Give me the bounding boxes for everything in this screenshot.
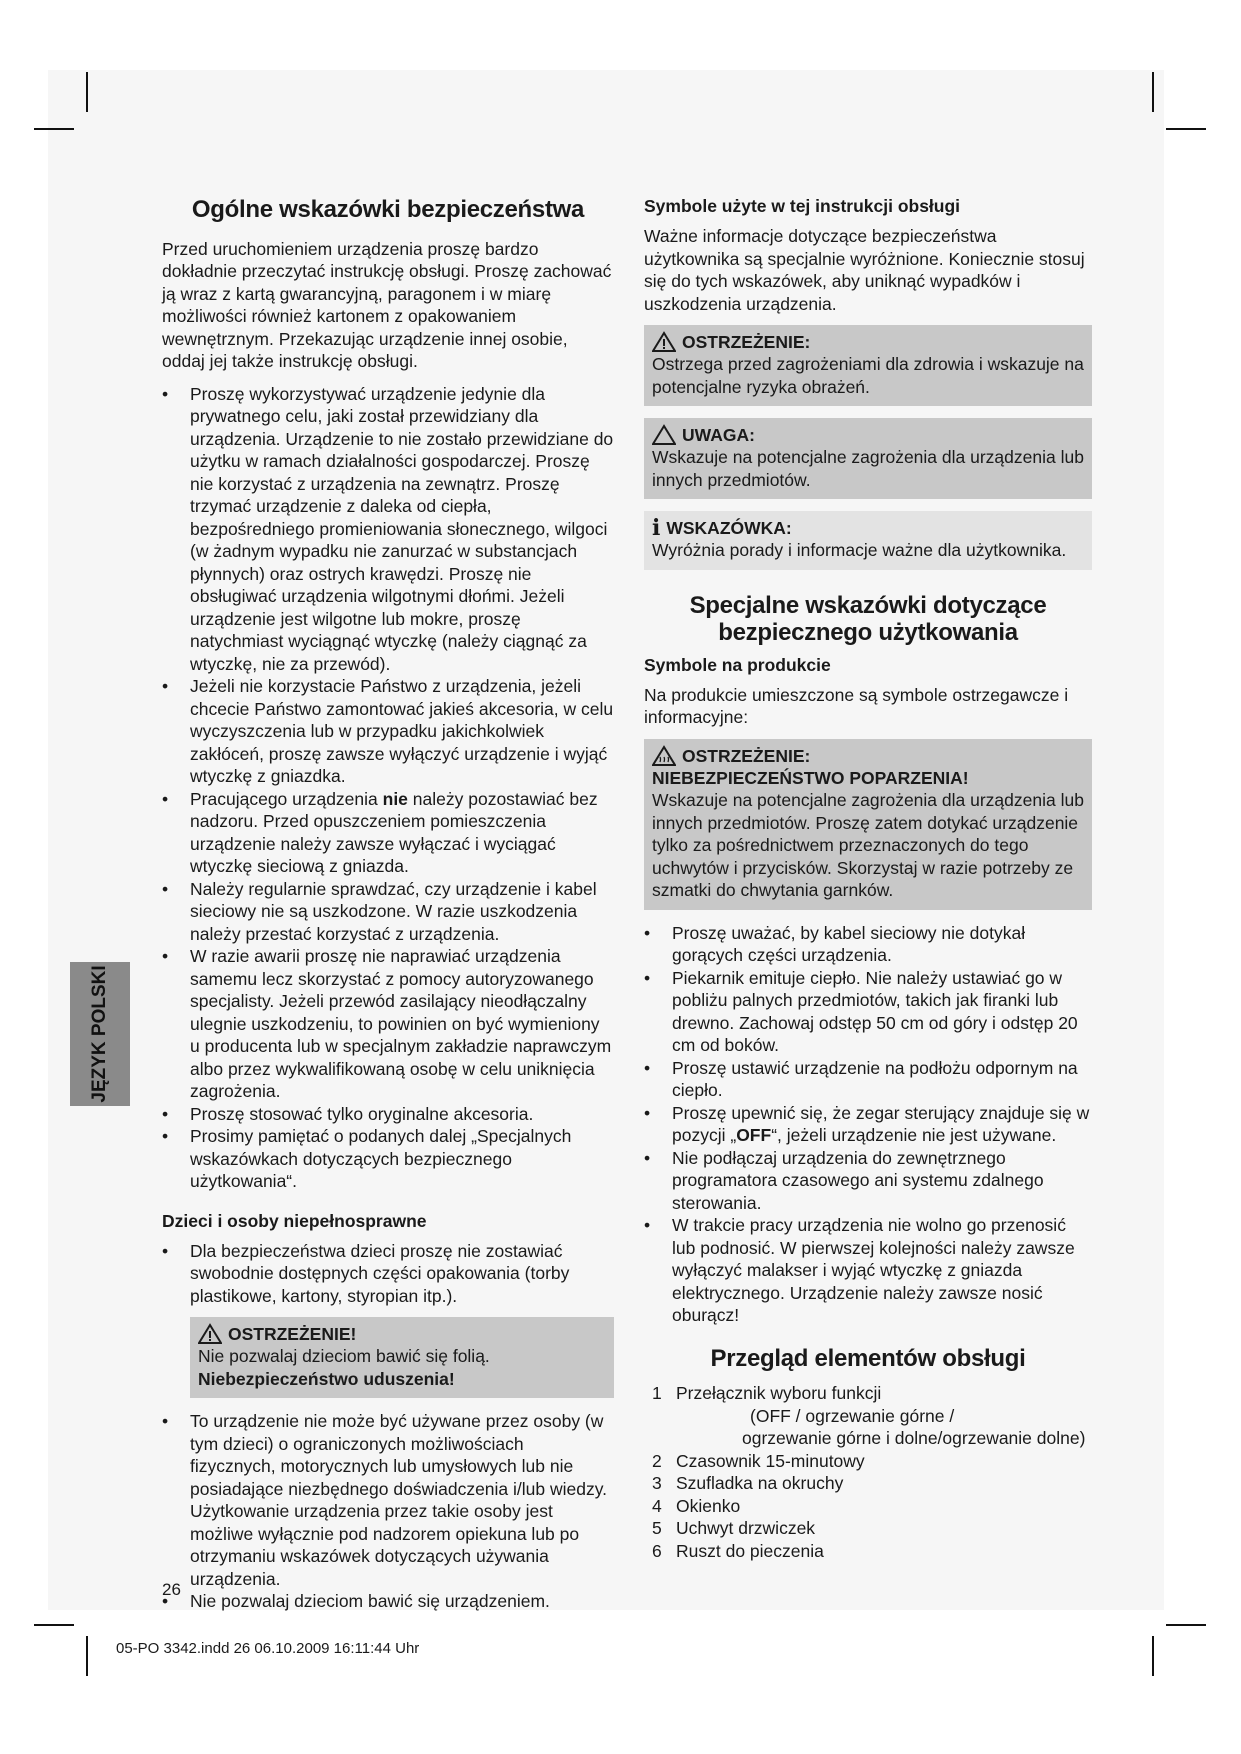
- warning-title-text: OSTRZEŻENIE!: [228, 1324, 357, 1345]
- bold-span: OFF: [736, 1125, 772, 1146]
- print-slug: 05-PO 3342.indd 26 06.10.2009 16:11:44 Uhr: [116, 1640, 420, 1657]
- list-item: • Dla bezpieczeństwa dzieci proszę nie zostawiać swobodnie dostępnych części opakowania (torby plastikowe, kartony, styropian itp.).: [162, 1240, 614, 1308]
- list-item: [652, 1382, 1092, 1405]
- language-tab-label: JĘZYK POLSKI: [89, 965, 110, 1103]
- text-span: należy pozostawiać bez nadzoru. Przed opuszczeniem pomieszczenia urządzenie należy zawsze wyłączać i wyciągać wtyczkę sieciową z gniazda.: [190, 788, 598, 877]
- controls-overview-list: [644, 1382, 1092, 1562]
- crop-mark: [86, 1636, 88, 1676]
- item-number: 5: [652, 1518, 662, 1539]
- special-title-line-2: bezpiecznego użytkowania: [718, 619, 1018, 647]
- list-item: • Należy regularnie sprawdzać, czy urządzenie i kabel sieciowy nie są uszkodzone. W razie uszkodzenia należy przestać korzystać z urządzenia.: [162, 878, 614, 946]
- crop-mark: [1166, 128, 1206, 130]
- right-column: [644, 196, 1092, 1562]
- left-column: [162, 196, 614, 1613]
- list-item: • Nie podłączaj urządzenia do zewnętrznego programatora czasowego ani systemu zdalnego sterowania.: [644, 1147, 1092, 1215]
- item-number: 2: [652, 1450, 662, 1471]
- text-span: “, jeżeli urządzenie nie jest używane.: [771, 1125, 1057, 1146]
- bold-span: nie: [382, 788, 408, 809]
- hot-surface-warning-icon: [652, 745, 676, 767]
- item-label: Szufladka na okruchy: [676, 1473, 844, 1494]
- caution-symbol-title: [652, 424, 1084, 446]
- info-icon: i: [652, 515, 661, 541]
- warning-box-children: [190, 1317, 614, 1398]
- product-symbols-heading: Symbole na produkcie: [644, 654, 831, 675]
- crop-mark: [1152, 1636, 1154, 1676]
- item-label: Okienko: [676, 1495, 741, 1516]
- text-span: Pracującego urządzenia: [190, 788, 383, 809]
- caution-triangle-icon: [652, 424, 676, 446]
- warning-symbol-title-text: OSTRZEŻENIE:: [682, 332, 811, 352]
- product-symbols-intro: Na produkcie umieszczone są symbole ostrzegawcze i informacyjne:: [644, 684, 1069, 728]
- warning-box-title: [198, 1323, 606, 1345]
- general-safety-title: Ogólne wskazówki bezpieczeństwa: [191, 196, 585, 223]
- item-number: 3: [652, 1473, 662, 1494]
- item-number: 6: [652, 1540, 662, 1561]
- general-safety-list: [162, 383, 614, 1193]
- burn-warning-box: [644, 739, 1092, 910]
- list-item: • Piekarnik emituje ciepło. Nie należy ustawiać go w pobliżu palnych przedmiotów, takich jak firanki lub drewno. Zachowaj odstęp 50 cm od góry i odstęp 20 cm od boków.: [644, 967, 1092, 1057]
- caution-symbol-title-text: UWAGA:: [682, 425, 755, 445]
- children-list-2: [162, 1410, 614, 1613]
- list-item: • Proszę stosować tylko oryginalne akcesoria.: [162, 1103, 614, 1126]
- note-symbol-box: [644, 511, 1092, 570]
- item-label: Czasownik 15-minutowy: [676, 1450, 865, 1471]
- list-item: • Proszę ustawić urządzenie na podłożu odpornym na ciepło.: [644, 1057, 1092, 1102]
- list-item: • Jeżeli nie korzystacie Państwo z urządzenia, jeżeli chcecie Państwo zamontować jakieś akcesoria, w celu wyczyszczenia lub w przypadku jakichkolwiek zakłóceń, proszę zawsze wyłączyć urządzenie i wyjąć wtyczkę z gniazdka.: [162, 675, 614, 788]
- item-label: Przełącznik wyboru funkcji: [676, 1383, 882, 1404]
- note-symbol-text: Wyróżnia porady i informacje ważne dla użytkownika.: [652, 540, 1067, 560]
- caution-symbol-box: [644, 418, 1092, 499]
- children-list: [162, 1240, 614, 1308]
- list-item: [652, 1495, 1092, 1518]
- special-title-line-1: Specjalne wskazówki dotyczące: [689, 591, 1047, 619]
- list-item: [162, 788, 614, 878]
- caution-symbol-text: Wskazuje na potencjalne zagrożenia dla urządzenia lub innych przedmiotów.: [652, 447, 1084, 490]
- crop-mark: [1166, 1624, 1206, 1626]
- list-item: • Prosimy pamiętać o podanych dalej „Specjalnych wskazówkach dotyczących bezpiecznego użytkowania“.: [162, 1125, 614, 1193]
- list-item: [652, 1472, 1092, 1495]
- item-sub-line: (OFF / ogrzewanie górne /: [750, 1405, 955, 1426]
- note-symbol-title: [652, 517, 1084, 539]
- special-safety-list: [644, 922, 1092, 1327]
- item-label: Ruszt do pieczenia: [676, 1540, 824, 1561]
- burn-warning-title-text: OSTRZEŻENIE:: [682, 745, 811, 766]
- children-heading: Dzieci i osoby niepełnosprawne: [162, 1210, 427, 1231]
- crop-mark: [1152, 72, 1154, 112]
- warning-bold-text: Niebezpieczeństwo uduszenia!: [198, 1368, 455, 1389]
- list-item: • W trakcie pracy urządzenia nie wolno go przenosić lub podnosić. W pierwszej kolejności należy zawsze wyłączyć malakser i wyjąć wtyczkę z gniazda elektrycznego. Urządzenie należy zawsze nosić oburącz!: [644, 1214, 1092, 1327]
- note-symbol-title-text: WSKAZÓWKA:: [666, 518, 792, 538]
- general-safety-intro: Przed uruchomieniem urządzenia proszę bardzo dokładnie przeczytać instrukcję obsługi. Proszę zachować ją wraz z kartą gwarancyjną, paragonem i w miarę możliwości również kartonem z opakowaniem wewnętrznym. Przekazując urządzenie innej osobie, oddaj jej także instrukcję obsługi.: [162, 238, 612, 372]
- controls-overview-title: Przegląd elementów obsługi: [710, 1344, 1026, 1372]
- warning-symbol-box: [644, 325, 1092, 406]
- warning-triangle-icon: [198, 1323, 222, 1345]
- language-tab: [70, 962, 130, 1106]
- item-sub-line: ogrzewanie górne i dolne/ogrzewanie dolne): [742, 1428, 1086, 1449]
- list-item: • Proszę wykorzystywać urządzenie jedynie dla prywatnego celu, jaki został przewidziany dla urządzenia. Urządzenie to nie zostało przewidziane do użytku w ramach działalności gospodarczej. Proszę nie korzystać z urządzenia na zewnątrz. Proszę trzymać urządzenie z daleka od ciepła, bezpośredniego promieniowania słonecznego, wilgoci (w żadnym wypadku nie zanurzać w substancjach płynnych) oraz ostrych krawędzi. Proszę nie obsługiwać urządzenia wilgotnymi dłońmi. Jeżeli urządzenie jest wilgotne lub mokre, proszę natychmiast wyciągnąć wtyczkę (należy ciągnąć za wtyczkę, nie za przewód).: [162, 383, 614, 676]
- list-item: [644, 1102, 1092, 1147]
- item-number: 1: [652, 1383, 662, 1404]
- item-label: Uchwyt drzwiczek: [676, 1518, 816, 1539]
- list-item: • Proszę uważać, by kabel sieciowy nie dotykał gorących części urządzenia.: [644, 922, 1092, 967]
- page-number: 26: [162, 1580, 181, 1599]
- list-item: • To urządzenie nie może być używane przez osoby (w tym dzieci) o ograniczonych możliwościach fizycznych, motorycznych lub umysłowych lub nie posiadające niezbędnego doświadczenia i/lub wiedzy. Użytkowanie urządzenia przez takie osoby jest możliwe wyłącznie pod nadzorem opiekuna lub po otrzymaniu wskazówek dotyczących używania urządzenia.: [162, 1410, 614, 1590]
- special-safety-title: [644, 592, 1092, 647]
- symbols-intro: Ważne informacje dotyczące bezpieczeństwa użytkownika są specjalnie wyróżnione. Koniecznie stosuj się do tych wskazówek, aby uniknąć wypadków i uszkodzenia urządzenia.: [644, 226, 1085, 314]
- warning-triangle-icon: [652, 331, 676, 353]
- warning-text: Nie pozwalaj dzieciom bawić się folią.: [198, 1346, 490, 1367]
- warning-symbol-text: Ostrzega przed zagrożeniami dla zdrowia i wskazuje na potencjalne ryzyka obrażeń.: [652, 354, 1084, 397]
- text-span: Proszę upewnić się, że zegar sterujący znajduje się w pozycji „: [672, 1102, 1090, 1146]
- symbols-heading: Symbole użyte w tej instrukcji obsługi: [644, 196, 961, 216]
- crop-mark: [86, 72, 88, 112]
- list-item: [652, 1450, 1092, 1473]
- list-item: [652, 1540, 1092, 1563]
- list-item: [652, 1517, 1092, 1540]
- crop-mark: [34, 1624, 74, 1626]
- list-item: • W razie awarii proszę nie naprawiać urządzenia samemu lecz skorzystać z pomocy autoryzowanego specjalisty. Jeżeli przewód zasilający nieodłączalny ulegnie uszkodzeniu, to powinien on być wymieniony u producenta lub w specjalnym zakładzie naprawczym albo przez wykwalifikowaną osobę w celu uniknięcia zagrożenia.: [162, 945, 614, 1103]
- burn-warning-subtitle: NIEBEZPIECZEŃSTWO POPARZENIA!: [652, 767, 969, 788]
- list-item: • Nie pozwalaj dzieciom bawić się urządzeniem.: [162, 1590, 614, 1613]
- crop-mark: [34, 128, 74, 130]
- item-number: 4: [652, 1495, 662, 1516]
- warning-symbol-title: [652, 331, 1084, 353]
- burn-warning-text: Wskazuje na potencjalne zagrożenia dla urządzenia lub innych przedmiotów. Proszę zatem dotykać urządzenie tylko za pośrednictwem przeznaczonych do tego uchwytów i przycisków. Skorzystaj w razie potrzeby ze szmatki do chwytania garnków.: [652, 790, 1084, 901]
- burn-warning-title: [652, 745, 1084, 767]
